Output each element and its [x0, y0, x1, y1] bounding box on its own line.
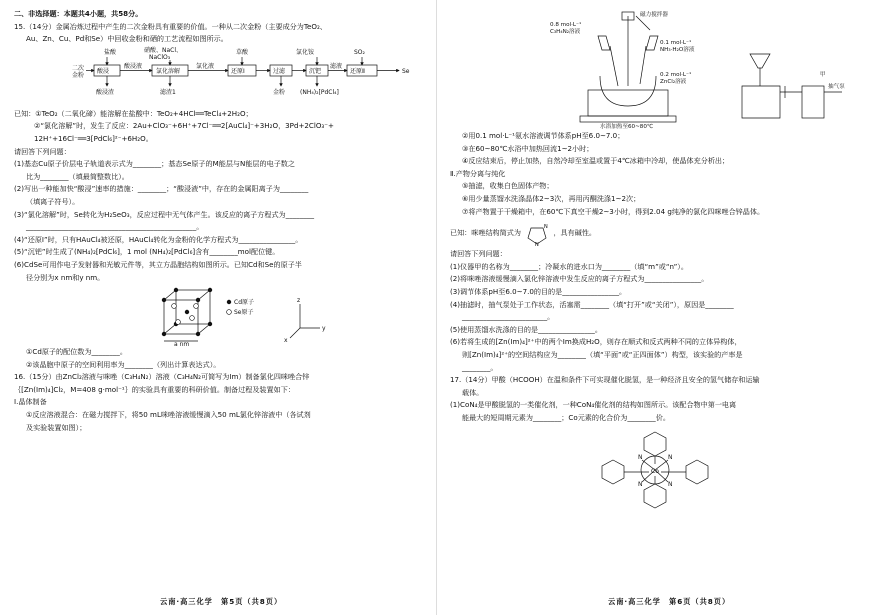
q16-part1: Ⅰ.晶体制备: [14, 397, 47, 407]
flow-box-3: 过滤: [273, 67, 286, 75]
q16-1: (1)仪器甲的名称为________；冷凝水的进水口为________（填“m”或“n”）。: [450, 261, 688, 271]
process-flow-diagram: [14, 46, 424, 108]
flow-bottom-1: 滤渣1: [160, 88, 176, 96]
q16-6c: ________。: [462, 362, 498, 372]
step6: ⑥用少量蒸馏水洗涤晶体2~3次，再用丙酮洗涤1~2次；: [462, 193, 641, 203]
q16-5: (5)使用蒸馏水洗涤的目的是________________。: [450, 324, 602, 334]
q17-1: 17.（14分）甲酸（HCOOH）在温和条件下可实现催化脱氢，是一种经济且安全的氢气储存和运输: [450, 375, 760, 385]
flow-box-5: 还原Ⅱ: [350, 67, 365, 75]
q17-3: (1)CoN₄是甲酸脱氢的一类催化剂，一种CoN₄催化剂的结构如图所示。该配合物中第一电离: [450, 400, 737, 410]
q15-intro-1: 15.（14分）金属冶炼过程中产生的二次金粉具有重要的价值。一种从二次金粉（主要成分为TeO₂、: [14, 21, 327, 31]
svg-text:Co: Co: [651, 468, 659, 476]
q15-3a: (3)“氯化溶解”时，Se转化为H₂SeO₃，反应过程中无气体产生。该反应的离子方程式为________: [14, 209, 315, 219]
flow-bottom-0: 酸浸渣: [96, 88, 115, 96]
flow-top-0: 盐酸: [104, 48, 117, 56]
svg-text:N: N: [638, 454, 643, 462]
flow-top-4: SO₂: [354, 48, 365, 56]
cell-edge-label: a nm: [174, 341, 190, 347]
flow-mid-0: 酸浸液: [124, 62, 143, 70]
flow-top-3: 氯化铵: [296, 48, 315, 56]
q17-2: 载体。: [462, 387, 484, 397]
step4: ④反应结束后，停止加热，自然冷却至室温或置于4℃冰箱中冷却，使晶体充分析出；: [462, 156, 730, 166]
page-divider: [436, 0, 437, 615]
q16-prompt: 请回答下列问题：: [450, 249, 507, 259]
q16-step1b: 及实验装置如图）；: [26, 422, 87, 432]
crystal-cell-diagram: [14, 284, 424, 346]
q16-4a: (4)抽滤时，抽气泵处于工作状态，活塞需________（填“打开”或“关闭”），原因是________: [450, 299, 734, 309]
q15-1a: (1)基态Cu原子价层电子轨道表示式为________；基态Se原子的M能层与N能层的电子数之: [14, 159, 295, 169]
q15-5: (5)“沉钯”时生成了(NH₄)₂[PdCl₆]，1 mol (NH₄)₂[PdCl₆]含有________mol配位键。: [14, 247, 280, 257]
q15-6-1: ①Cd原子的配位数为________。: [26, 347, 127, 357]
q15-prompt: 请回答下列问题：: [14, 146, 71, 156]
flow-box-4: 沉钯: [309, 67, 322, 75]
q15-3b: ________________________________________________。: [26, 222, 204, 232]
label-jia: 甲: [820, 72, 826, 78]
footer-right: 云南·高三化学 第6页（共8页）: [608, 597, 731, 606]
flow-top-1: 硝酸、NaCl、 NaClO₃: [144, 46, 183, 61]
footer-left: 云南·高三化学 第5页（共8页）: [160, 597, 283, 606]
flow-start: 二次金粉: [72, 64, 85, 79]
section-title: 二、非选择题：本题共4小题，共58分。: [14, 9, 143, 18]
q16-intro-2: ｛[Zn(Im)₄]Cl₂，M=408 g·mol⁻¹｝的实验具有重要的科研价值。制备过程及装置如下：: [14, 384, 295, 394]
svg-text:N: N: [544, 224, 548, 231]
svg-text:N: N: [668, 481, 673, 489]
q16-4b: ________________________。: [462, 312, 555, 322]
q15-6a: (6)CdSe可用作电子发射器和光敏元件等，其立方晶胞结构如图所示。已知Cd和Se的原子半: [14, 259, 302, 269]
part2-title: Ⅱ.产物分离与纯化: [450, 168, 506, 178]
flow-box-1: 氯化溶解: [156, 67, 181, 75]
flow-end: Se: [402, 67, 410, 75]
flow-top-2: 草酸: [236, 48, 249, 56]
apparatus-diagram: [450, 6, 860, 130]
q16-6b: 则[Zn(Im)₄]²⁺的空间结构应为________（填“平面”或“正四面体”）构型，该实验的产率是: [462, 349, 743, 359]
q16-3: (3)调节体系pH至6.0~7.0的目的是________________。: [450, 286, 627, 296]
imidazole-structure: [523, 220, 551, 246]
q15-intro-2: Au、Zn、Cu、Pd和Se）中回收金粉和硒的工艺流程如图所示。: [26, 34, 228, 44]
step7: ⑦将产物置于干燥箱中，在60℃下真空干燥2~3小时，得到2.04 g纯净的氯化四咪唑合锌晶体。: [462, 206, 765, 216]
known-imidazole: 已知：咪唑结构简式为 N N ，具有碱性。: [450, 218, 860, 248]
svg-text:y: y: [322, 325, 326, 333]
q15-2b: （填离子符号）。: [26, 196, 80, 206]
q15-6-2: ②该晶胞中原子的空间利用率为________（列出计算表达式）。: [26, 359, 221, 369]
q15-6b: 径分别为x nm和y nm。: [26, 272, 105, 282]
q15-4: (4)“还原Ⅰ”时，只有HAuCl₄被还原，HAuCl₄转化为金粉的化学方程式为________________。: [14, 234, 303, 244]
step2: ②用0.1 mol·L⁻¹氨水溶液调节体系pH至6.0~7.0；: [462, 131, 625, 140]
known-1: 已知：①TeO₂（二氧化碲）能溶解在盐酸中：TeO₂+4HCl══TeCl₄+2H₂O；: [14, 108, 253, 118]
svg-text:z: z: [297, 297, 301, 305]
q16-intro-1: 16.（15分）由ZnCl₂溶液与咪唑（C₃H₄N₂）溶液（C₃H₄N₂可简写为Im）制备氯化四咪唑合锌: [14, 372, 310, 382]
q17-4: 能最大的短周期元素为________；Co元素的化合价为________价。: [462, 412, 670, 422]
q16-2: (2)将咪唑溶液缓慢滴入氯化锌溶液中发生反应的离子方程式为________________。: [450, 274, 709, 284]
label-pump: 抽气泵: [828, 84, 845, 90]
q16-6a: (6)若将生成的[Zn(Im)₄]²⁺中的两个Im换成H₂O，则存在顺式和反式两种不同的立体异构体，: [450, 337, 742, 347]
legend-se: Se原子: [234, 309, 254, 317]
svg-text:x: x: [284, 337, 288, 345]
flow-box-0: 酸浸: [97, 67, 110, 75]
con4-catalyst-structure: [450, 424, 860, 516]
label-flask: 0.2 mol·L⁻¹ ZnCl₂溶液: [660, 72, 692, 85]
q16-step1a: ①反应溶液混合：在磁力搅拌下，将50 mL咪唑溶液缓慢滴入50 mL氯化锌溶液中（各试剂: [26, 410, 311, 420]
q15-2a: (2)写出一种能加快“酸浸”速率的措施：________；“酸浸液”中，存在的金属阳离子为________: [14, 184, 309, 194]
label-mixer: 磁力搅拌器: [640, 12, 668, 18]
label-funnel1: 0.8 mol·L⁻¹ C₃H₄N₂溶液: [550, 22, 582, 35]
svg-text:N: N: [535, 242, 539, 247]
q15-1b: 比为________（填最简整数比）。: [26, 171, 129, 181]
flow-bottom-2: 金粉: [273, 88, 286, 96]
flow-box-2: 还原Ⅰ: [231, 67, 245, 75]
legend-cd: Cd原子: [234, 299, 254, 307]
flow-mid-2: 滤液: [330, 62, 343, 70]
label-bath: 水浴加热至60~80℃: [600, 124, 654, 130]
page-6: [438, 0, 870, 615]
known-2: ②“氯化溶解”时，发生了反应：2Au+ClO₃⁻+6H⁺+7Cl⁻══2[AuCl₄]⁻+3H₂O，3Pd+2ClO₃⁻+: [34, 121, 334, 131]
label-funnel2: 0.1 mol·L⁻¹ NH₃·H₂O溶液: [660, 40, 695, 53]
step5: ⑤抽滤，收集白色固体产物；: [462, 181, 554, 191]
svg-text:N: N: [638, 481, 643, 489]
flow-mid-1: 氯化液: [196, 62, 215, 70]
svg-text:N: N: [668, 454, 673, 462]
flow-bottom-3: (NH₄)₂[PdCl₄]: [300, 88, 339, 96]
step3: ③在60~80℃水浴中加热回流1~2小时；: [462, 143, 594, 153]
known-3: 12H⁺+16Cl⁻══3[PdCl₆]²⁻+6H₂O。: [34, 133, 153, 143]
